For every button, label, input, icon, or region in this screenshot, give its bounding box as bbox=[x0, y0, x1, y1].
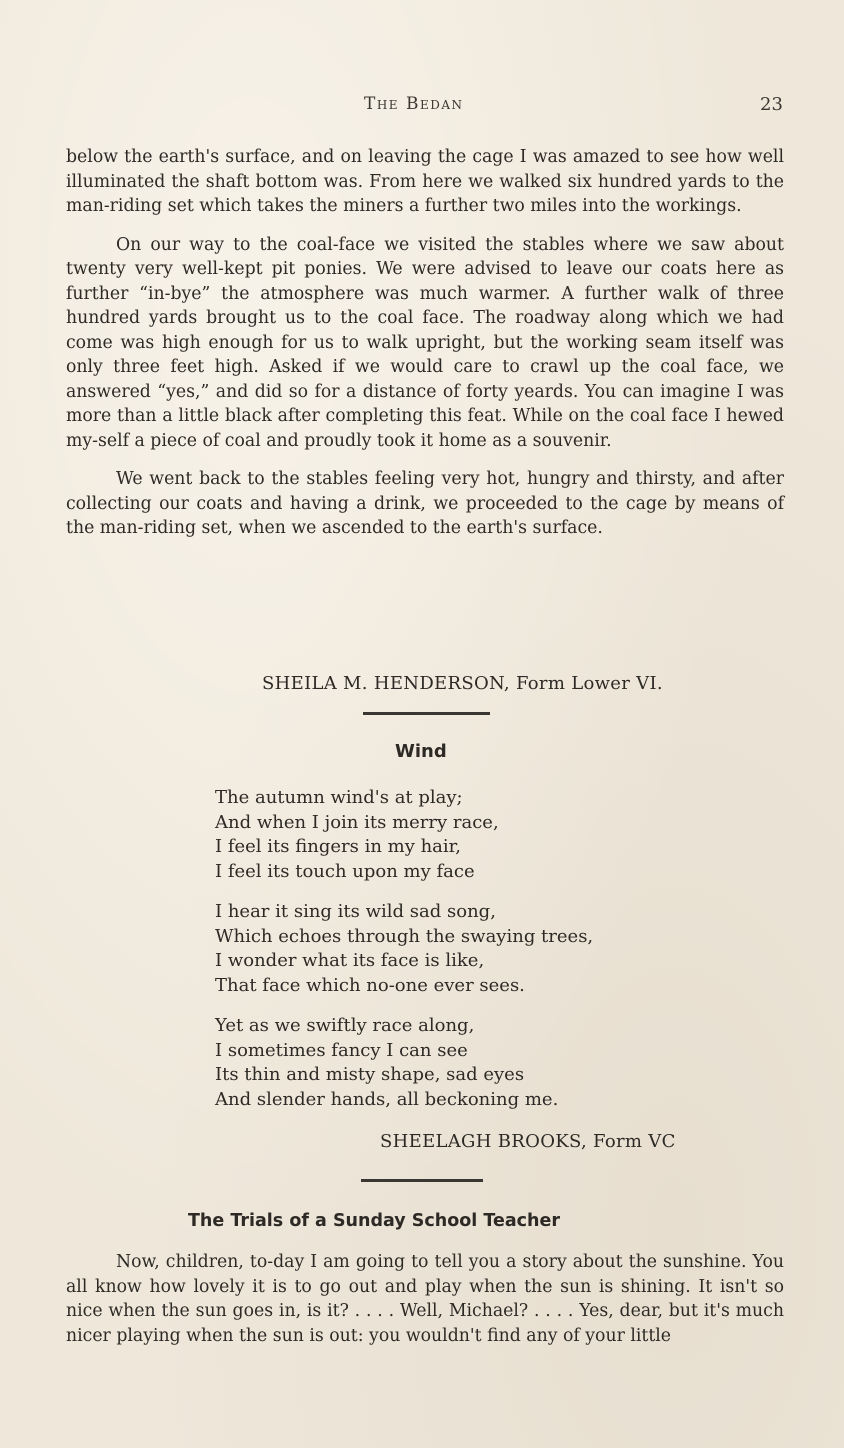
poem-body bbox=[215, 786, 775, 1128]
author-signature: SHEILA M. HENDERSON, Form Lower VI. bbox=[262, 673, 663, 694]
article-body bbox=[66, 145, 784, 541]
paragraph: Now, children, to-day I am going to tell you a story about the sunshine. You all know how lovely it is to go out and play when the sun is shining. It isn't so nice when the sun goes in, is it? . . . . Well, Michael? . . . . Yes, dear, but it's much nicer playing when the sun is out: you wouldn't find any of your little bbox=[66, 1252, 784, 1346]
page-header bbox=[0, 94, 844, 118]
poem-line: I hear it sing its wild sad song, bbox=[215, 901, 496, 922]
article-body bbox=[66, 1250, 784, 1348]
poem-line: That face which no-one ever sees. bbox=[215, 974, 525, 996]
poem-title: Wind bbox=[395, 741, 447, 762]
poem-line: And slender hands, all beckoning me. bbox=[215, 1088, 559, 1110]
stanza bbox=[215, 900, 775, 998]
poem-line: I feel its touch upon my face bbox=[215, 860, 475, 882]
paragraph: We went back to the stables feeling very hot, hungry and thirsty, and after collecting our coats and having a drink, we proceeded to the cage by means of the man-riding set, when we ascended to the earth's surface. bbox=[66, 469, 784, 538]
poem-line: The autumn wind's at play; bbox=[215, 787, 463, 808]
paragraph: On our way to the coal-face we visited the stables where we saw about twenty very well-kept pit ponies. We were advised to leave our coats here as further “in-bye” the atmosphere was much warmer. A further walk of three hundred yards brought us to the coal face. The roadway along which we had come was high enough for us to walk upright, but the working seam itself was only three feet high. Asked if we would care to crawl up the coal face, we answered “yes,” and did so for a distance of forty yeards. You can imagine I was more than a little black after completing this feat. While on the coal face I hewed my-self a piece of coal and proudly took it home as a souvenir. bbox=[66, 234, 784, 451]
paragraph: below the earth's surface, and on leaving the cage I was amazed to see how well illuminated the shaft bottom was. From here we walked six hundred yards to the man-riding set which takes the miners a further two miles into the workings. bbox=[66, 147, 784, 216]
poem-line: I wonder what its face is like, bbox=[215, 950, 485, 971]
poem-line: Its thin and misty shape, sad eyes bbox=[215, 1064, 525, 1085]
section-divider bbox=[363, 712, 490, 715]
section-divider bbox=[361, 1179, 483, 1182]
poem-line: Which echoes through the swaying trees, bbox=[215, 925, 594, 947]
stanza bbox=[215, 1014, 775, 1112]
poem-line: Yet as we swiftly race along, bbox=[215, 1015, 475, 1036]
page-number: 23 bbox=[760, 94, 783, 115]
stanza bbox=[215, 786, 775, 884]
article-title: The Trials of a Sunday School Teacher bbox=[188, 1211, 560, 1231]
author-signature: SHEELAGH BROOKS, Form VC bbox=[380, 1131, 676, 1152]
poem-line: And when I join its merry race, bbox=[215, 811, 499, 833]
poem-line: I sometimes fancy I can see bbox=[215, 1039, 468, 1061]
running-title: The Bedan bbox=[364, 94, 464, 114]
poem-line: I feel its fingers in my hair, bbox=[215, 836, 462, 857]
